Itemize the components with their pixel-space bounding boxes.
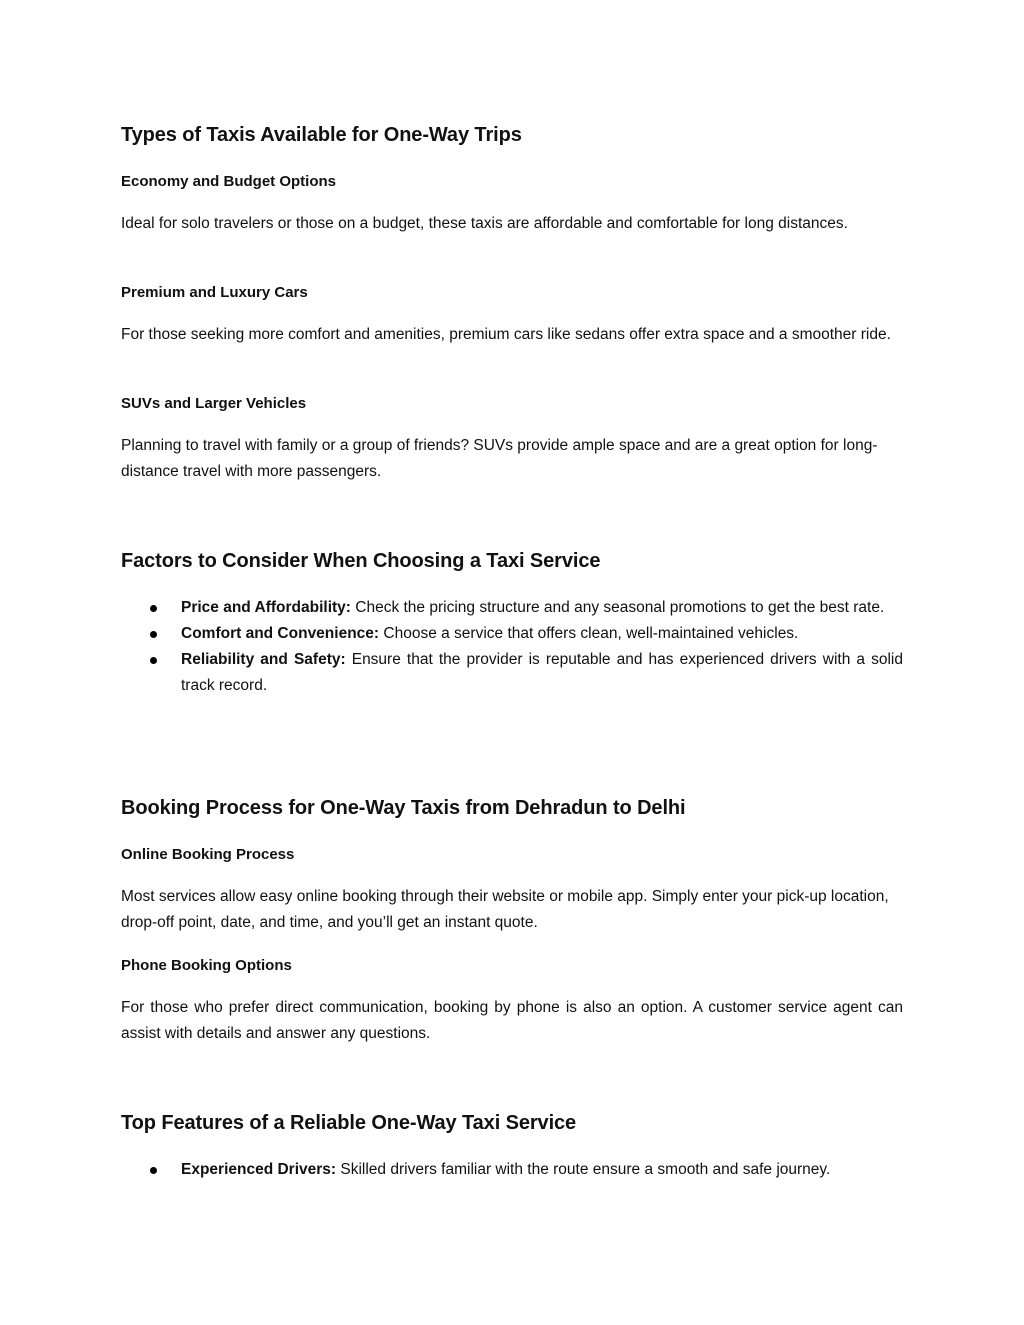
list-item-text: Check the pricing structure and any seasonal promotions to get the best rate.	[350, 599, 885, 616]
list-item-label: Price and Affordability:	[181, 599, 351, 616]
subheading-phone-booking: Phone Booking Options	[121, 957, 292, 974]
list-item-text: Ensure that the provider is reputable and has experienced drivers with a solid track record.	[181, 651, 903, 694]
heading-booking-process: Booking Process for One-Way Taxis from Dehradun to Delhi	[121, 797, 686, 819]
list-item-text: Choose a service that offers clean, well-maintained vehicles.	[379, 625, 799, 642]
list-item-experienced-drivers	[121, 1157, 903, 1183]
bullet-icon	[150, 605, 157, 612]
subheading-online-booking: Online Booking Process	[121, 846, 295, 863]
bullet-icon	[150, 1167, 157, 1174]
bullet-icon	[150, 631, 157, 638]
list-item-price	[121, 595, 903, 621]
bullet-icon	[150, 657, 157, 664]
list-item-label: Reliability and Safety:	[181, 651, 346, 668]
heading-types-of-taxis: Types of Taxis Available for One-Way Trips	[121, 124, 522, 146]
subheading-premium: Premium and Luxury Cars	[121, 284, 308, 301]
paragraph-phone-booking: For those who prefer direct communication, booking by phone is also an option. A customer service agent can assist with details and answer any questions.	[121, 999, 903, 1042]
list-item-text: Skilled drivers familiar with the route ensure a smooth and safe journey.	[336, 1161, 831, 1178]
list-item-reliability	[121, 647, 903, 699]
paragraph-premium: For those seeking more comfort and amenities, premium cars like sedans offer extra space and a smoother ride.	[121, 326, 891, 343]
subheading-suvs: SUVs and Larger Vehicles	[121, 395, 307, 412]
list-item-comfort	[121, 621, 903, 647]
factors-list	[121, 595, 903, 699]
heading-factors: Factors to Consider When Choosing a Taxi Service	[121, 550, 601, 572]
paragraph-economy: Ideal for solo travelers or those on a budget, these taxis are affordable and comfortable for long distances.	[121, 215, 848, 232]
heading-top-features: Top Features of a Reliable One-Way Taxi Service	[121, 1112, 577, 1134]
list-item-label: Experienced Drivers:	[181, 1161, 337, 1178]
features-list	[121, 1157, 903, 1183]
subheading-economy: Economy and Budget Options	[121, 173, 337, 190]
paragraph-online-booking: Most services allow easy online booking through their website or mobile app. Simply enter your pick-up location, drop-off point, date, and time, and you’ll get an instant quote.	[121, 888, 889, 931]
paragraph-suvs: Planning to travel with family or a group of friends? SUVs provide ample space and are a great option for long-distance travel with more passengers.	[121, 437, 878, 480]
list-item-label: Comfort and Convenience:	[181, 625, 380, 642]
